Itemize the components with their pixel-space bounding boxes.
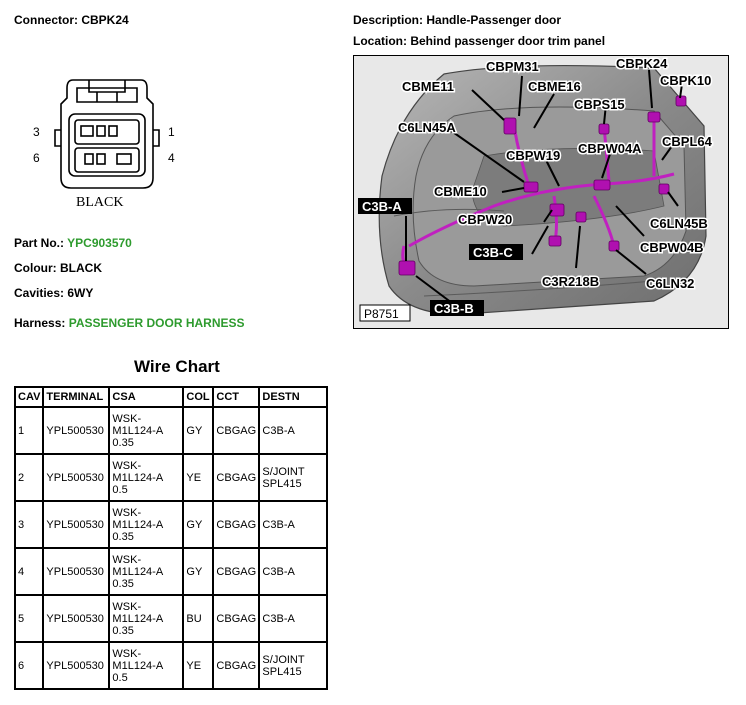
description-value: Handle-Passenger door (426, 13, 562, 27)
cell-csa: WSK-M1L124-A 0.5 (109, 642, 183, 689)
pin-label-3: 3 (33, 125, 40, 139)
cell-terminal: YPL500530 (43, 642, 109, 689)
connector-color-caption: BLACK (76, 195, 124, 210)
cell-cav: 1 (15, 407, 43, 454)
cell-cct: CBGAG (213, 454, 259, 501)
callout-cbpw19: CBPW19 (506, 148, 561, 163)
header-csa: CSA (109, 387, 183, 407)
description-line (353, 13, 561, 27)
cell-cav: 6 (15, 642, 43, 689)
boxed-callout-c3b-c (469, 244, 523, 260)
connector-value: CBPK24 (81, 13, 129, 27)
callout-cbpk10: CBPK10 (660, 73, 712, 88)
cell-terminal: YPL500530 (43, 548, 109, 595)
callout-cbpk24: CBPK24 (616, 56, 668, 71)
callout-c6ln45a: C6LN45A (398, 120, 456, 135)
callout-c6ln45b: C6LN45B (650, 216, 708, 231)
cell-csa: WSK-M1L124-A 0.35 (109, 548, 183, 595)
cell-destn: C3B-A (259, 548, 327, 595)
cell-cct: CBGAG (213, 548, 259, 595)
cell-cav: 2 (15, 454, 43, 501)
callout-cbpm31: CBPM31 (486, 59, 539, 74)
description-label: Description: (353, 13, 424, 27)
cell-col: YE (183, 642, 213, 689)
header-destn: DESTN (259, 387, 327, 407)
header-col: COL (183, 387, 213, 407)
pin-label-1: 1 (168, 125, 175, 139)
pin-label-4: 4 (168, 151, 175, 165)
connector-face-diagram (25, 70, 185, 215)
cell-col: BU (183, 595, 213, 642)
cell-cct: CBGAG (213, 642, 259, 689)
table-row (15, 595, 327, 642)
table-row (15, 642, 327, 689)
pin-label-6: 6 (33, 151, 40, 165)
cell-csa: WSK-M1L124-A 0.5 (109, 454, 183, 501)
table-row (15, 501, 327, 548)
cell-destn: C3B-A (259, 501, 327, 548)
boxed-callout-c3b-b (430, 300, 484, 316)
wire-chart-header-row (15, 387, 327, 407)
wire-chart-table (14, 386, 328, 690)
cell-terminal: YPL500530 (43, 454, 109, 501)
cell-cct: CBGAG (213, 501, 259, 548)
cell-col: GY (183, 548, 213, 595)
callout-cbme11: CBME11 (402, 79, 455, 94)
cell-destn: C3B-A (259, 595, 327, 642)
cell-cav: 5 (15, 595, 43, 642)
location-value: Behind passenger door trim panel (410, 34, 606, 48)
colour-line (14, 261, 102, 275)
part-no-label: Part No.: (14, 236, 65, 250)
cell-terminal: YPL500530 (43, 407, 109, 454)
part-no-value: YPC903570 (67, 236, 132, 250)
part-no-line (14, 236, 132, 250)
cell-cav: 3 (15, 501, 43, 548)
cell-csa: WSK-M1L124-A 0.35 (109, 595, 183, 642)
header-terminal: TERMINAL (43, 387, 109, 407)
location-label: Location: (353, 34, 407, 48)
colour-label: Colour: (14, 261, 57, 275)
header-cav: CAV (15, 387, 43, 407)
callout-cbps15: CBPS15 (574, 97, 625, 112)
callout-cbpw20: CBPW20 (458, 212, 513, 227)
cell-terminal: YPL500530 (43, 595, 109, 642)
wire-chart-title: Wire Chart (134, 357, 220, 376)
cell-cct: CBGAG (213, 407, 259, 454)
callout-cbme10: CBME10 (434, 184, 487, 199)
location-line (353, 34, 605, 48)
table-row (15, 407, 327, 454)
callout-c3b-c: C3B-C (473, 245, 513, 260)
cavities-line (14, 286, 93, 300)
table-row (15, 454, 327, 501)
colour-value: BLACK (60, 261, 102, 275)
boxed-callout-c3b-a (358, 198, 412, 214)
cell-csa: WSK-M1L124-A 0.35 (109, 501, 183, 548)
cell-destn: C3B-A (259, 407, 327, 454)
photo-reference: P8751 (364, 307, 399, 321)
table-row (15, 548, 327, 595)
callout-cbpw04a: CBPW04A (578, 141, 642, 156)
cell-csa: WSK-M1L124-A 0.35 (109, 407, 183, 454)
location-photo (353, 55, 729, 329)
connector-line (14, 13, 129, 27)
callout-c3b-a: C3B-A (362, 199, 402, 214)
cell-cct: CBGAG (213, 595, 259, 642)
header-cct: CCT (213, 387, 259, 407)
cell-cav: 4 (15, 548, 43, 595)
harness-line (14, 316, 245, 330)
door-harness-illustration (354, 56, 728, 328)
cell-col: GY (183, 407, 213, 454)
callout-cbpw04b: CBPW04B (640, 240, 704, 255)
callout-c3r218b: C3R218B (542, 274, 600, 289)
cell-destn: S/JOINT SPL415 (259, 642, 327, 689)
cell-col: GY (183, 501, 213, 548)
connector-label: Connector: (14, 13, 78, 27)
cell-col: YE (183, 454, 213, 501)
callout-cbpl64: CBPL64 (662, 134, 712, 149)
harness-label: Harness: (14, 316, 66, 330)
cavities-value: 6WY (67, 286, 94, 300)
harness-value: PASSENGER DOOR HARNESS (68, 316, 245, 330)
callout-cbme16: CBME16 (528, 79, 581, 94)
cell-destn: S/JOINT SPL415 (259, 454, 327, 501)
cell-terminal: YPL500530 (43, 501, 109, 548)
callout-c6ln32: C6LN32 (646, 276, 695, 291)
cavities-label: Cavities: (14, 286, 65, 300)
callout-c3b-b: C3B-B (434, 301, 474, 316)
